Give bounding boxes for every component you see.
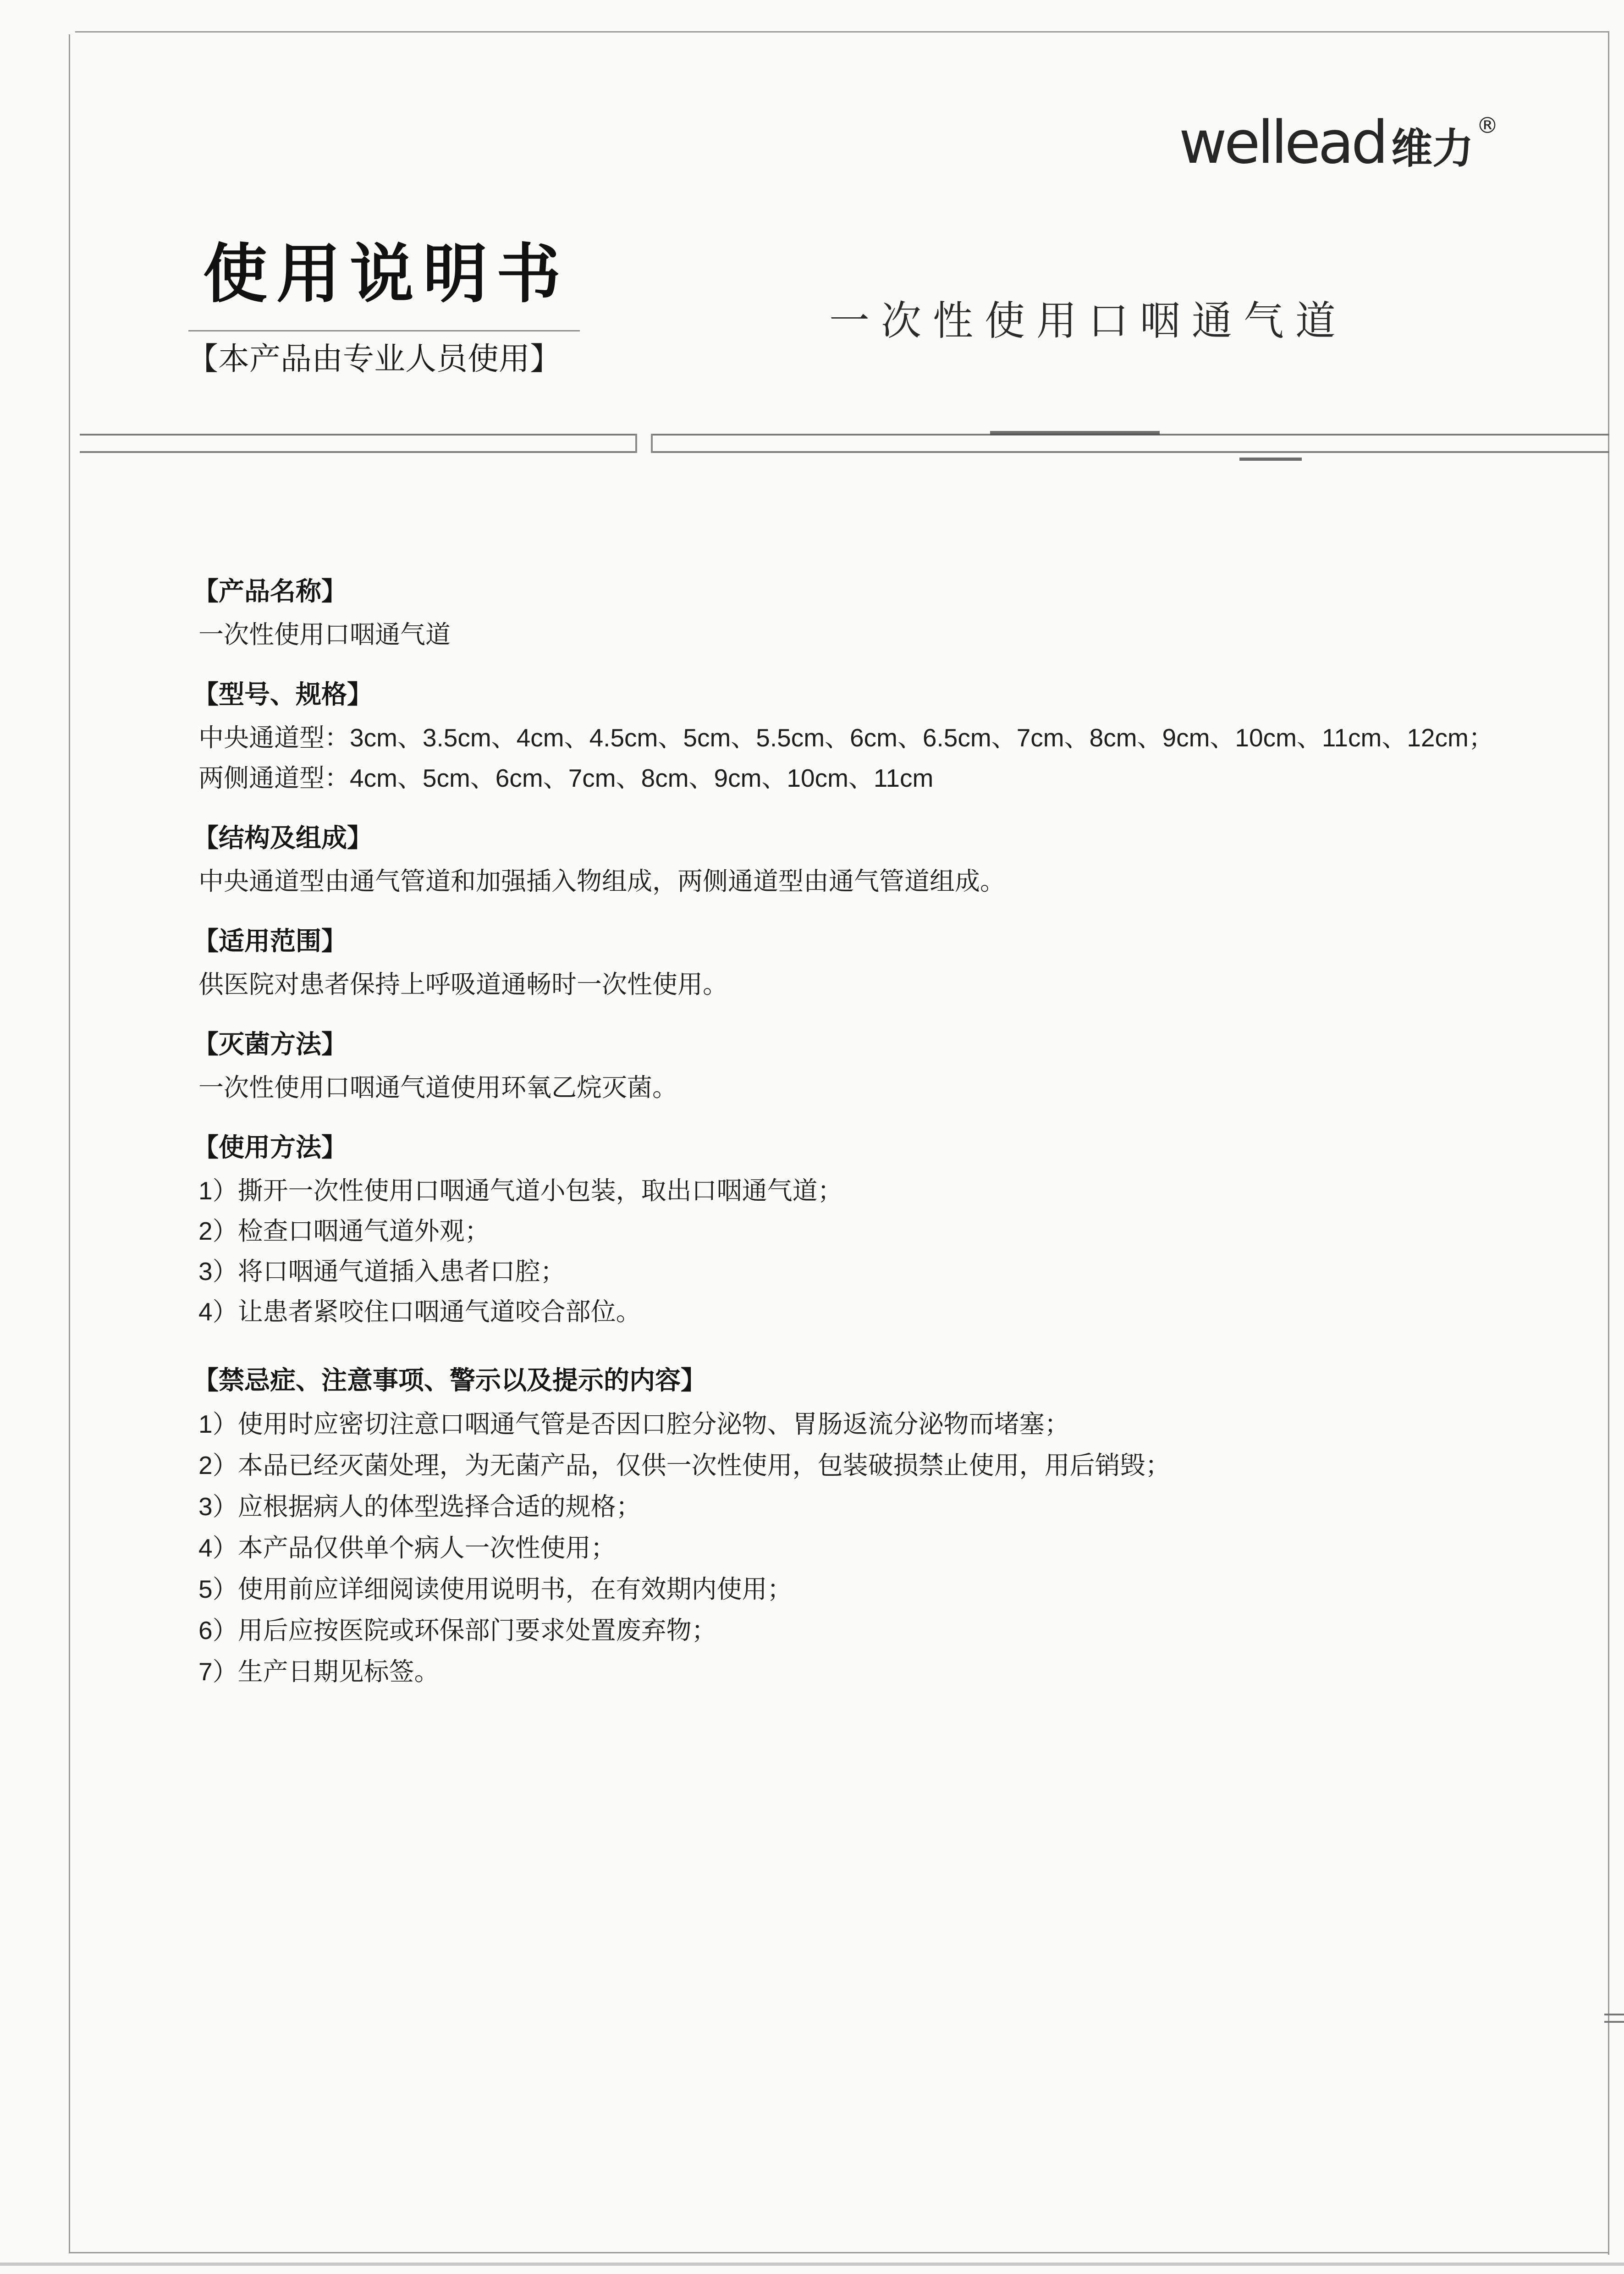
heading-usage: 【使用方法】 (193, 1133, 347, 1162)
document-title: 使用说明书 (203, 238, 570, 310)
right-edge-mark (1604, 2021, 1624, 2023)
heading-model-spec: 【型号、规格】 (193, 680, 373, 709)
heading-sterilization: 【灭菌方法】 (193, 1030, 347, 1059)
heading-warnings: 【禁忌症、注意事项、警示以及提示的内容】 (193, 1366, 706, 1395)
logo-brand-text: wellead (1179, 109, 1386, 177)
scan-bottom-edge (0, 2263, 1624, 2266)
divider-line (80, 434, 636, 436)
product-name-text: 一次性使用口咽通气道 (198, 620, 451, 649)
title-underline (188, 330, 580, 331)
frame-bottom-border (69, 2252, 1609, 2253)
product-title: 一次性使用口咽通气道 (829, 298, 1348, 343)
section-structure (193, 815, 1596, 901)
section-product-name (193, 568, 1596, 655)
warning-item: 6）用后应按医院或环保部门要求处置废弃物； (198, 1616, 717, 1645)
scope-text: 供医院对患者保持上呼吸道通畅时一次性使用。 (198, 970, 728, 999)
spec-side-channel: 两侧通道型：4cm、5cm、6cm、7cm、8cm、9cm、10cm、11cm (198, 764, 934, 792)
warning-item: 3）应根据病人的体型选择合适的规格； (198, 1492, 641, 1521)
section-sterilization (193, 1021, 1596, 1108)
heading-product-name: 【产品名称】 (193, 577, 347, 606)
scan-artifact (1239, 458, 1302, 461)
usage-step: 1）撕开一次性使用口咽通气道小包装，取出口咽通气道； (198, 1176, 843, 1205)
section-scope (193, 918, 1596, 1005)
sterilization-text: 一次性使用口咽通气道使用环氧乙烷灭菌。 (198, 1073, 678, 1102)
usage-step: 2）检查口咽通气道外观； (198, 1217, 490, 1245)
section-model-spec (193, 672, 1596, 798)
instructions-body (193, 568, 1596, 1692)
divider-joint (635, 434, 637, 453)
registered-mark-icon: ® (1476, 113, 1498, 138)
section-usage (193, 1125, 1596, 1332)
section-warnings (193, 1358, 1596, 1692)
warning-item: 2）本品已经灭菌处理，为无菌产品，仅供一次性使用，包装破损禁止使用，用后销毁； (198, 1451, 1171, 1479)
logo-chinese-text: 维力 (1391, 125, 1474, 173)
structure-text: 中央通道型由通气管道和加强插入物组成，两侧通道型由通气管道组成。 (198, 867, 1006, 895)
heading-scope: 【适用范围】 (193, 927, 347, 955)
spec-central-channel: 中央通道型：3cm、3.5cm、4cm、4.5cm、5cm、5.5cm、6cm、6.5cm、7cm、8cm、9cm、10cm、11cm、12cm； (198, 723, 1494, 752)
frame-left-border (69, 34, 70, 2253)
divider-line (80, 451, 636, 453)
heading-structure: 【结构及组成】 (193, 823, 373, 852)
company-logo (1179, 109, 1498, 177)
frame-top-border (75, 31, 1609, 33)
divider-joint (651, 434, 653, 453)
warning-item: 5）使用前应详细阅读使用说明书，在有效期内使用； (198, 1575, 793, 1603)
warning-item: 7）生产日期见标签。 (198, 1657, 440, 1686)
document-subtitle: 【本产品由专业人员使用】 (187, 342, 562, 376)
frame-right-border (1608, 31, 1609, 2255)
usage-step: 4）让患者紧咬住口咽通气道咬合部位。 (198, 1297, 641, 1326)
divider-line (651, 451, 1609, 453)
right-edge-mark (1604, 2014, 1624, 2015)
warning-item: 1）使用时应密切注意口咽通气管是否因口腔分泌物、胃肠返流分泌物而堵塞； (198, 1410, 1070, 1438)
scan-artifact (990, 431, 1160, 435)
warning-item: 4）本产品仅供单个病人一次性使用； (198, 1534, 616, 1562)
usage-step: 3）将口咽通气道插入患者口腔； (198, 1257, 566, 1286)
